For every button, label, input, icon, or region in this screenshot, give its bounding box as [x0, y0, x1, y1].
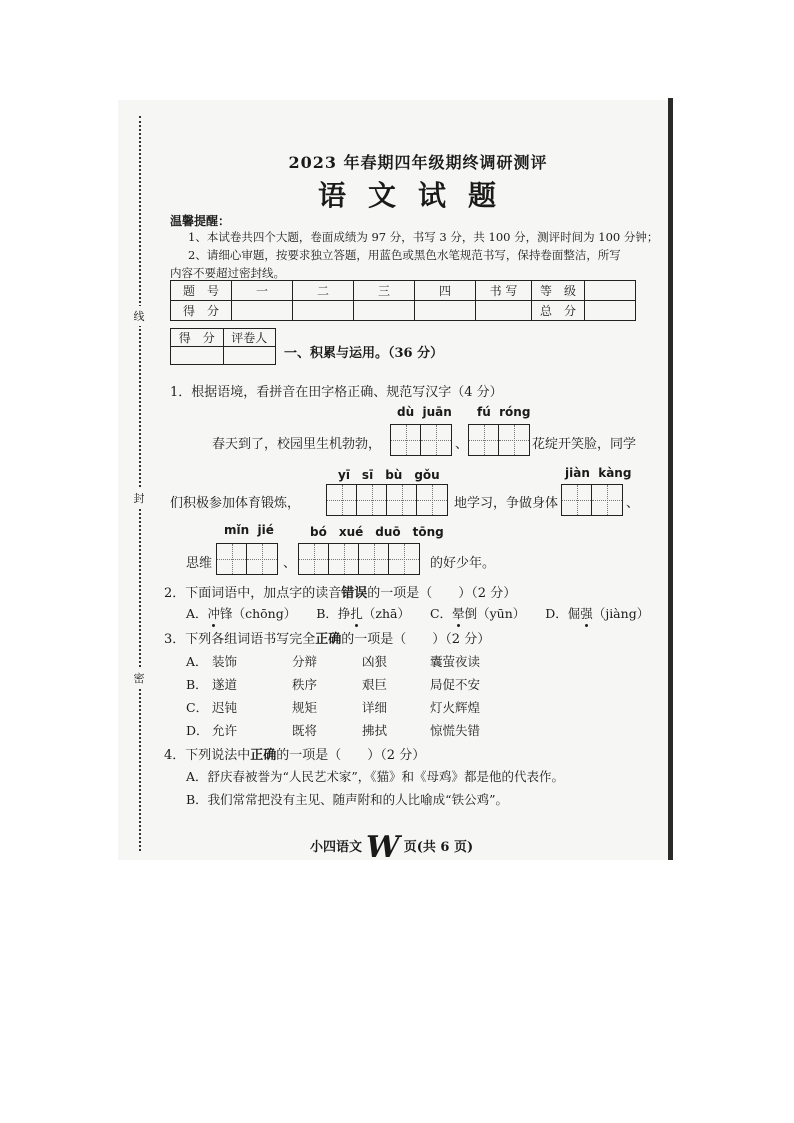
grader-name-label: 评卷人 [223, 329, 276, 347]
option-pinyin: （zhā） [362, 606, 410, 621]
score-cell: 三 [354, 281, 415, 301]
grid-cell[interactable] [357, 485, 387, 515]
q4-stem [164, 744, 425, 763]
option-label: D． [545, 606, 568, 621]
q1-pinyin-3: yī sī bù gǒu [338, 468, 440, 482]
grid-cell[interactable] [299, 544, 329, 574]
score-cell-blank [293, 301, 354, 321]
tip-line-3: 内容不要超过密封线。 [170, 266, 285, 280]
q2-option-b[interactable] [316, 604, 410, 622]
binding-char-feng: 封 [131, 488, 147, 508]
grid-cell[interactable] [327, 485, 357, 515]
grid-cell[interactable] [592, 485, 622, 515]
q1-grid-2[interactable] [468, 424, 530, 456]
q1-text-3: 花绽开笑脸，同学 [532, 437, 637, 452]
option-word: 详细 [362, 700, 388, 715]
q3-option-a[interactable] [186, 652, 480, 670]
option-word: 迟钝 [212, 700, 238, 715]
q2-stem-emphasis: 错误 [341, 586, 368, 601]
dotted-char: 扎 [350, 606, 363, 621]
score-cell [585, 281, 636, 301]
score-cell: 总 分 [532, 301, 585, 321]
score-cell: 四 [415, 281, 476, 301]
score-table-header-row [171, 281, 636, 301]
q1-text-8: 、 [283, 556, 297, 571]
option-word: 遂道 [212, 677, 238, 692]
q1-pinyin-6: bó xué duō tōng [310, 525, 444, 539]
q3-option-c[interactable] [186, 698, 480, 716]
word-char: 锋 [220, 606, 233, 621]
q2-stem [164, 582, 516, 601]
exam-title: 2023 年春期四年级期终调研测评 [288, 153, 548, 172]
q2-option-d[interactable] [545, 604, 649, 622]
score-cell-blank [476, 301, 532, 321]
option-word: 装饰 [212, 654, 238, 669]
footer-page-count: 页(共 6 页) [403, 840, 474, 855]
score-cell: 二 [293, 281, 354, 301]
grid-cell[interactable] [469, 425, 499, 455]
score-cell: 等 级 [532, 281, 585, 301]
q1-text-6: 、 [626, 496, 640, 511]
q3-stem-emphasis: 正确 [315, 632, 342, 647]
option-word: 灯火辉煌 [430, 700, 481, 715]
paper-edge-shadow [668, 98, 673, 860]
score-cell: 得 分 [171, 301, 232, 321]
option-word: 允许 [212, 723, 238, 738]
option-word: 规矩 [292, 700, 318, 715]
option-word: 分辩 [292, 654, 318, 669]
dotted-char: 晕 [452, 606, 465, 621]
grid-cell[interactable] [359, 544, 389, 574]
q1-grid-1[interactable] [390, 424, 452, 456]
footer-subject: 小四语文 [310, 840, 363, 855]
option-label: D． [186, 723, 209, 738]
q1-grid-6[interactable] [298, 543, 420, 575]
q3-stem-a: 3．下列各组词语书写完全 [164, 632, 316, 647]
q1-grid-5[interactable] [216, 543, 278, 575]
grid-cell[interactable] [391, 425, 421, 455]
option-word: 囊萤夜读 [430, 654, 481, 669]
grid-cell[interactable] [217, 544, 247, 574]
q3-option-d[interactable] [186, 721, 480, 739]
q3-stem-c: 的一项是（ ）（2 分） [341, 632, 491, 647]
q1-stem: 1．根据语境，看拼音在田字格正确、规范写汉字（4 分） [170, 385, 503, 400]
binding-dotted-line [139, 116, 141, 851]
score-table [170, 280, 636, 321]
score-cell: 书 写 [476, 281, 532, 301]
subject-title: 语文试题 [317, 179, 518, 212]
option-label: B． [186, 677, 208, 692]
option-word: 秩序 [292, 677, 318, 692]
q1-pinyin-5: mǐn jié [224, 523, 274, 537]
score-cell-blank [415, 301, 476, 321]
q1-pinyin-2: fú róng [477, 405, 531, 419]
option-label: B． [316, 606, 338, 621]
grader-score-label: 得 分 [171, 329, 224, 347]
q2-stem-a: 2．下面词语中，加点字的读音 [164, 586, 342, 601]
word-char: 挣 [337, 606, 351, 621]
grid-cell[interactable] [417, 485, 447, 515]
score-table-score-row [171, 301, 636, 321]
q1-text-7: 思维 [186, 556, 213, 571]
option-word: 惊慌失错 [430, 723, 481, 738]
q1-text-9: 的好少年。 [430, 556, 496, 571]
q3-option-b[interactable] [186, 675, 480, 693]
grader-score-blank [171, 347, 224, 365]
option-label: C． [186, 700, 209, 715]
option-word: 既将 [292, 723, 318, 738]
option-word: 艰巨 [362, 677, 388, 692]
q4-stem-a: 4．下列说法中 [164, 748, 251, 763]
tip-line-2: 2、请细心审题，按要求独立答题，用蓝色或黑色水笔规范书写，保持卷面整洁，所写 [188, 248, 621, 262]
grid-cell[interactable] [247, 544, 277, 574]
word-char: 倒 [464, 606, 478, 621]
score-cell-blank [354, 301, 415, 321]
grid-cell[interactable] [387, 485, 417, 515]
q1-pinyin-1: dù juān [397, 405, 452, 419]
grid-cell[interactable] [329, 544, 359, 574]
grid-cell[interactable] [421, 425, 451, 455]
option-pinyin: （chōng） [232, 606, 297, 621]
binding-char-mi: 密 [131, 668, 147, 688]
score-cell: 一 [232, 281, 293, 301]
q4-option-a[interactable]: A．舒庆春被誉为“人民艺术家”，《猫》和《母鸡》都是他的代表作。 [186, 769, 565, 784]
grader-name-blank [223, 347, 276, 365]
option-label: C． [429, 606, 453, 621]
grid-cell[interactable] [389, 544, 419, 574]
tips-heading: 温馨提醒： [170, 214, 231, 228]
score-cell: 题 号 [171, 281, 232, 301]
option-label: A． [186, 606, 208, 621]
q3-stem [164, 628, 490, 647]
q1-pinyin-4: jiàn kàng [565, 466, 632, 480]
section-1-title: 一、积累与运用。（36 分） [284, 346, 444, 361]
q1-text-4: 们积极参加体育锻炼， [170, 496, 301, 511]
q1-grid-3[interactable] [326, 484, 448, 516]
q4-stem-emphasis: 正确 [250, 748, 277, 763]
tip-line-1: 1、本试卷共四个大题，卷面成绩为 97 分，书写 3 分，共 100 分，测评时间为 100 分钟； [188, 230, 659, 244]
dotted-char: 冲 [207, 606, 221, 621]
grid-cell[interactable] [499, 425, 529, 455]
q2-stem-c: 的一项是（ ）（2 分） [367, 586, 517, 601]
binding-char-xian: 线 [131, 306, 147, 326]
q2-option-c[interactable] [430, 604, 525, 622]
option-pinyin: （jiàng） [592, 606, 650, 621]
option-word: 凶狠 [362, 654, 388, 669]
page-footer [310, 830, 473, 865]
q2-option-a[interactable] [186, 604, 296, 622]
q1-grid-4[interactable] [561, 484, 623, 516]
score-cell-blank [585, 301, 636, 321]
q1-text-5: 地学习，争做身体 [454, 496, 559, 511]
q2-options [186, 604, 649, 622]
q4-stem-c: 的一项是（ ）（2 分） [276, 748, 426, 763]
grid-cell[interactable] [562, 485, 592, 515]
dotted-char: 强 [580, 606, 593, 621]
grader-table [170, 328, 276, 365]
footer-watermark-w: W [366, 830, 400, 865]
option-pinyin: （yūn） [477, 606, 526, 621]
score-cell-blank [232, 301, 293, 321]
option-word: 拂拭 [362, 723, 388, 738]
option-label: A． [186, 654, 208, 669]
word-char: 倔 [567, 606, 581, 621]
q4-option-b[interactable]: B．我们常常把没有主见、随声附和的人比喻成“铁公鸡”。 [186, 792, 508, 807]
option-word: 局促不安 [430, 677, 481, 692]
q1-text-2: 、 [455, 437, 469, 452]
q1-text-1: 春天到了，校园里生机勃勃， [212, 437, 382, 452]
